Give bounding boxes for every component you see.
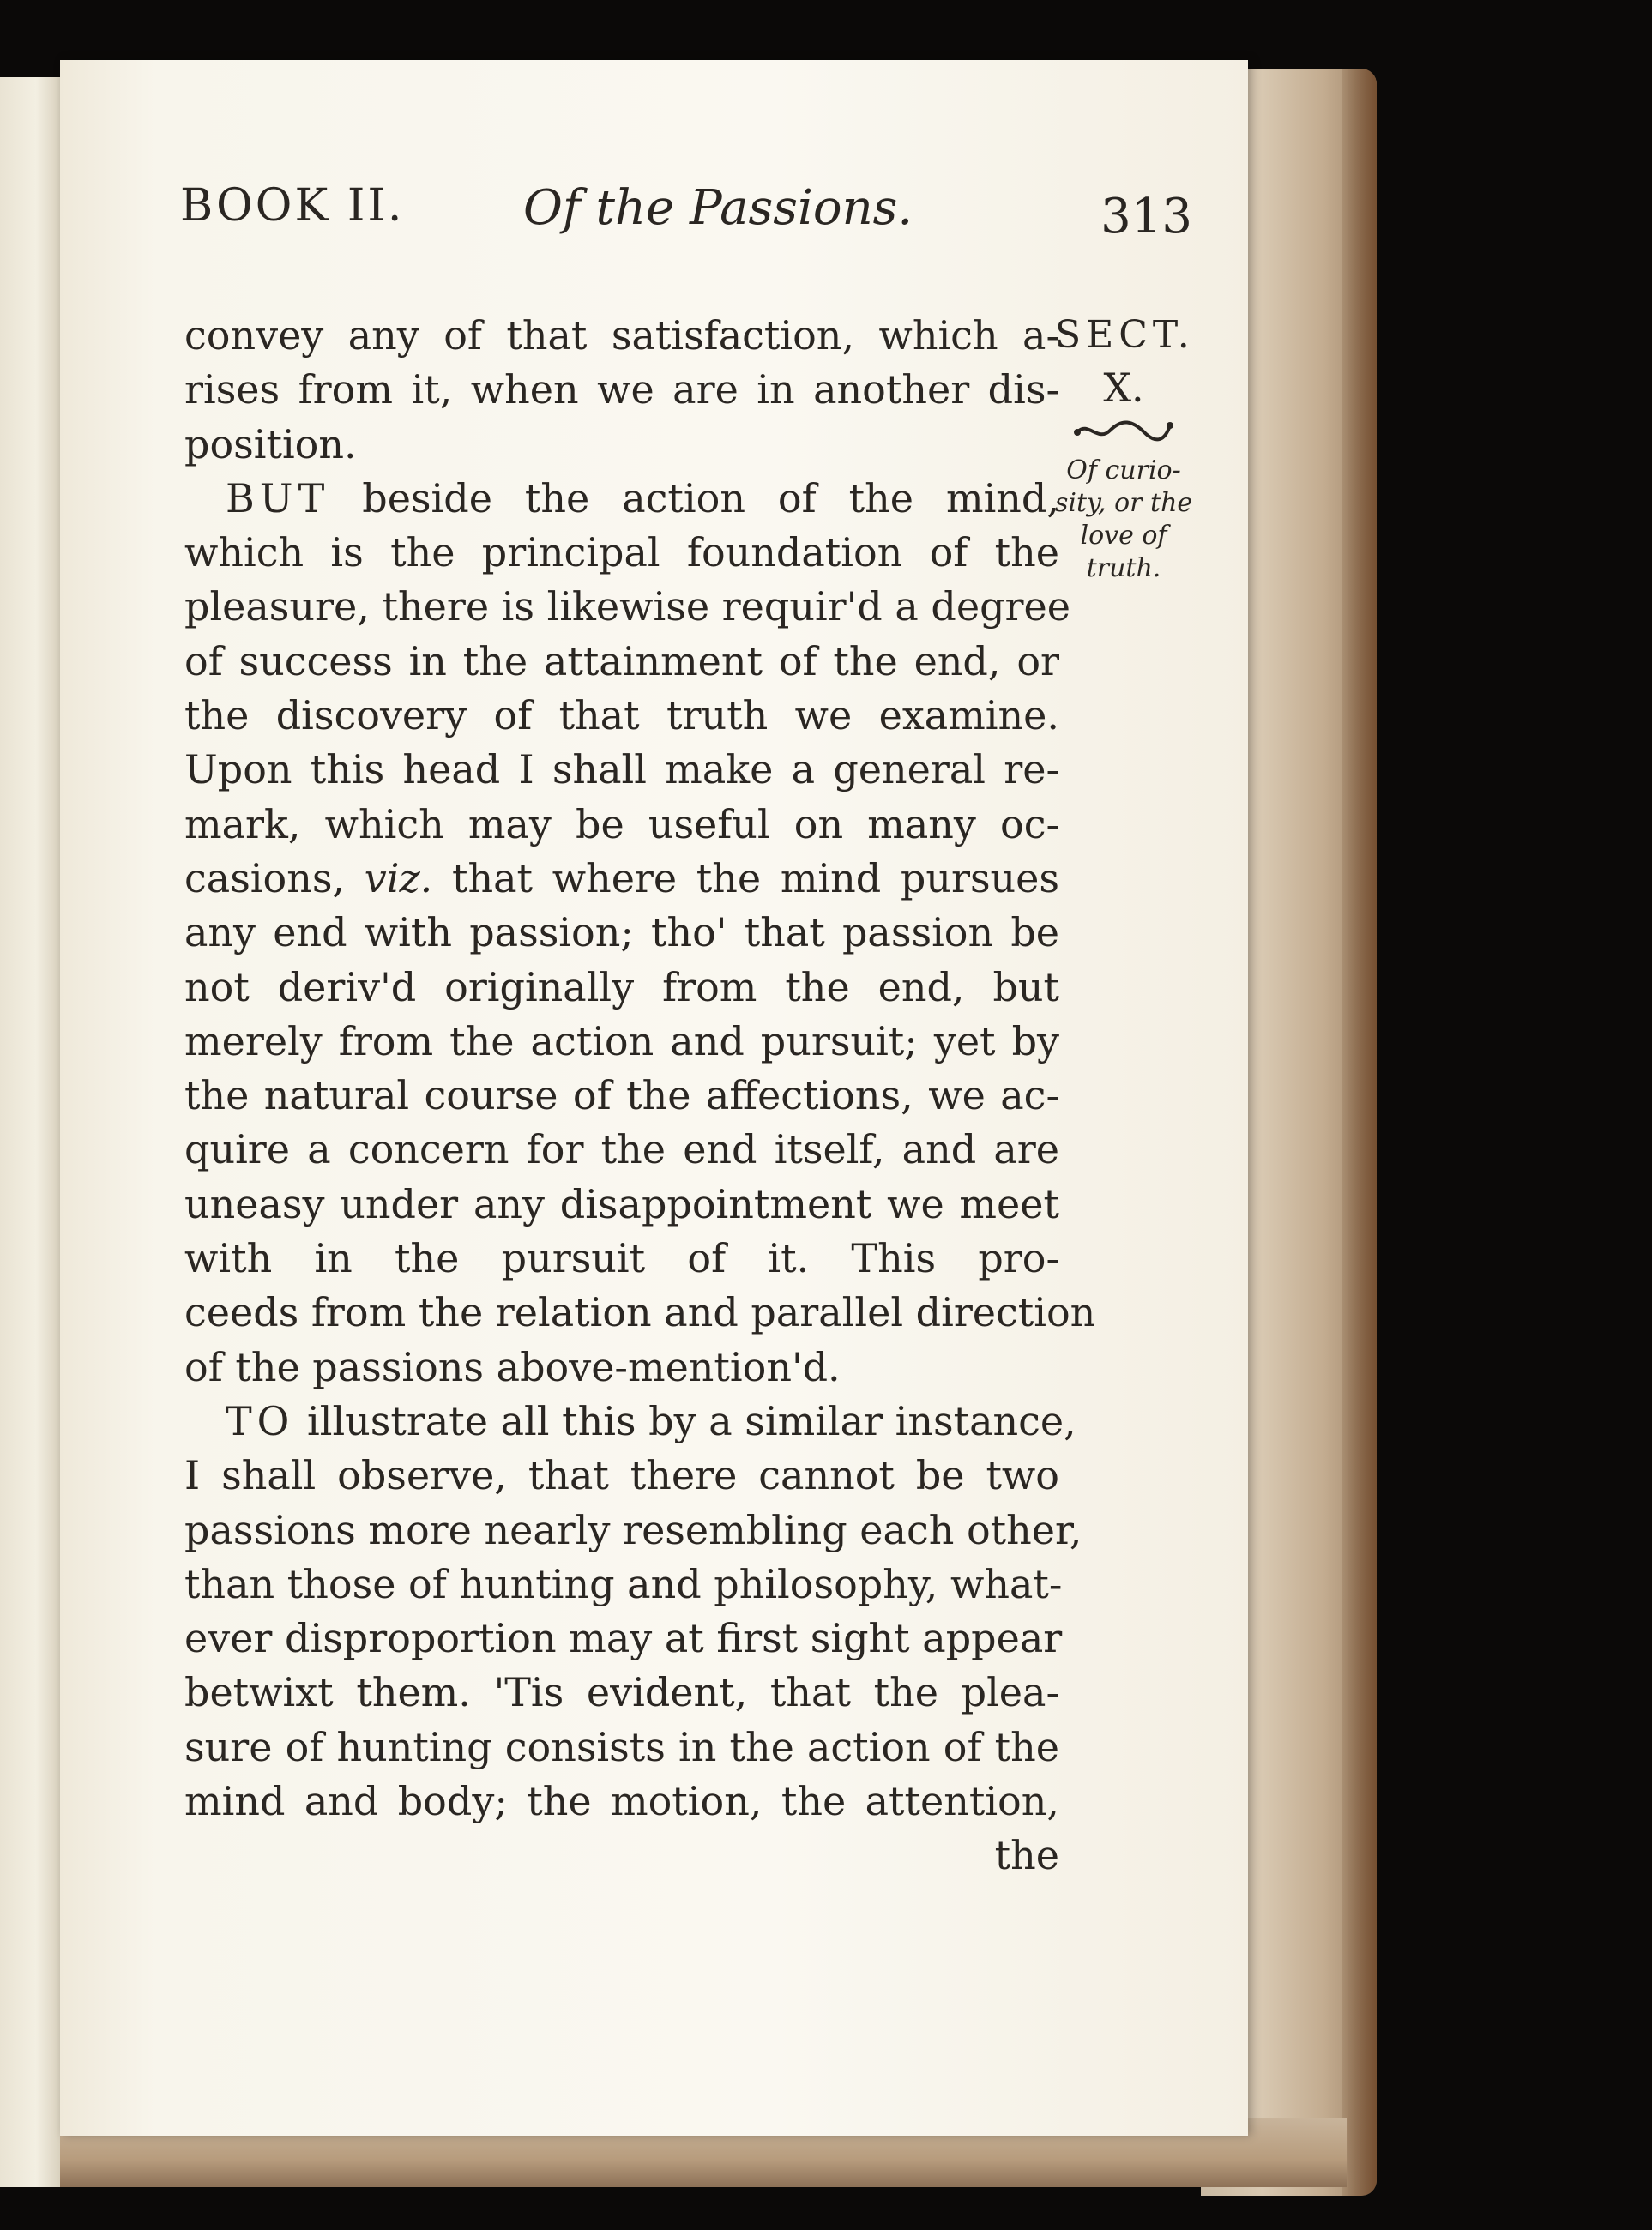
text-line: mark, which may be useful on many oc- (184, 800, 1059, 847)
previous-page-edge (0, 77, 63, 2187)
text-line: Upon this head I shall make a general re- (184, 746, 1059, 793)
text-line: mind and body; the motion, the attention, (184, 1778, 1059, 1825)
text-line: sure of hunting consists in the action of the (184, 1723, 1059, 1770)
italic-word: viz. (364, 854, 433, 901)
text-line: not deriv'd originally from the end, but (184, 963, 1059, 1010)
running-header (180, 180, 1192, 274)
text-line: passions more nearly resembling each other, (184, 1506, 1082, 1553)
page-title: Of the Passions. (523, 180, 913, 236)
text-line: rises from it, when we are in another dis- (184, 366, 1059, 413)
marginal-note-line: sity, or the (1055, 488, 1193, 518)
marginal-note-line: Of curio- (1066, 455, 1181, 485)
text-line: ever disproportion may at first sight appear (184, 1615, 1063, 1662)
text-line: ceeds from the relation and parallel direction (184, 1289, 1096, 1336)
text-span: beside the action of the mind, (362, 474, 1059, 521)
section-label: SECT. (1055, 313, 1195, 357)
text-line: betwixt them. 'Tis evident, that the plea- (184, 1669, 1059, 1716)
body-text (184, 309, 1096, 1883)
text-line: I shall observe, that there cannot be two (184, 1452, 1059, 1499)
text-line: which is the principal foundation of the (184, 529, 1059, 576)
text-line (184, 472, 1059, 526)
catchword: the (994, 1832, 1059, 1879)
text-span: that where the mind pursues (452, 854, 1060, 901)
text-line: position. (184, 420, 357, 467)
marginal-note-line: truth. (1086, 553, 1161, 583)
text-line: convey any of that satisfaction, which a- (184, 312, 1059, 359)
text-line: of the passions above-mention'd. (184, 1343, 841, 1390)
text-line: any end with passion; tho' that passion be (184, 909, 1059, 956)
book-label: BOOK II. (180, 180, 405, 232)
text-line: than those of hunting and philosophy, what- (184, 1560, 1063, 1607)
text-line: quire a concern for the end itself, and are (184, 1126, 1059, 1173)
text-line (184, 852, 1059, 906)
text-line: pleasure, there is likewise requir'd a degree (184, 583, 1070, 630)
text-line: the discovery of that truth we examine. (184, 692, 1059, 739)
text-span: illustrate all this by a similar instance, (307, 1397, 1076, 1444)
initial-word: BUT (226, 474, 330, 521)
text-line: with in the pursuit of it. This pro- (184, 1235, 1059, 1282)
text-line (184, 1395, 1076, 1449)
text-line: the natural course of the affections, we ac- (184, 1072, 1059, 1119)
marginal-note-line: love of (1080, 521, 1167, 551)
text-line: uneasy under any disappointment we meet (184, 1180, 1059, 1227)
text-line: of success in the attainment of the end, or (184, 637, 1059, 684)
marginal-note (1055, 309, 1195, 585)
page-number: 313 (1100, 189, 1192, 244)
initial-word: TO (226, 1397, 295, 1444)
book-page (60, 60, 1248, 2136)
text-span: casions, (184, 854, 346, 901)
ornamental-flourish-icon (1072, 417, 1175, 446)
section-number: X. (1103, 365, 1144, 411)
text-line: merely from the action and pursuit; yet by (184, 1017, 1059, 1064)
